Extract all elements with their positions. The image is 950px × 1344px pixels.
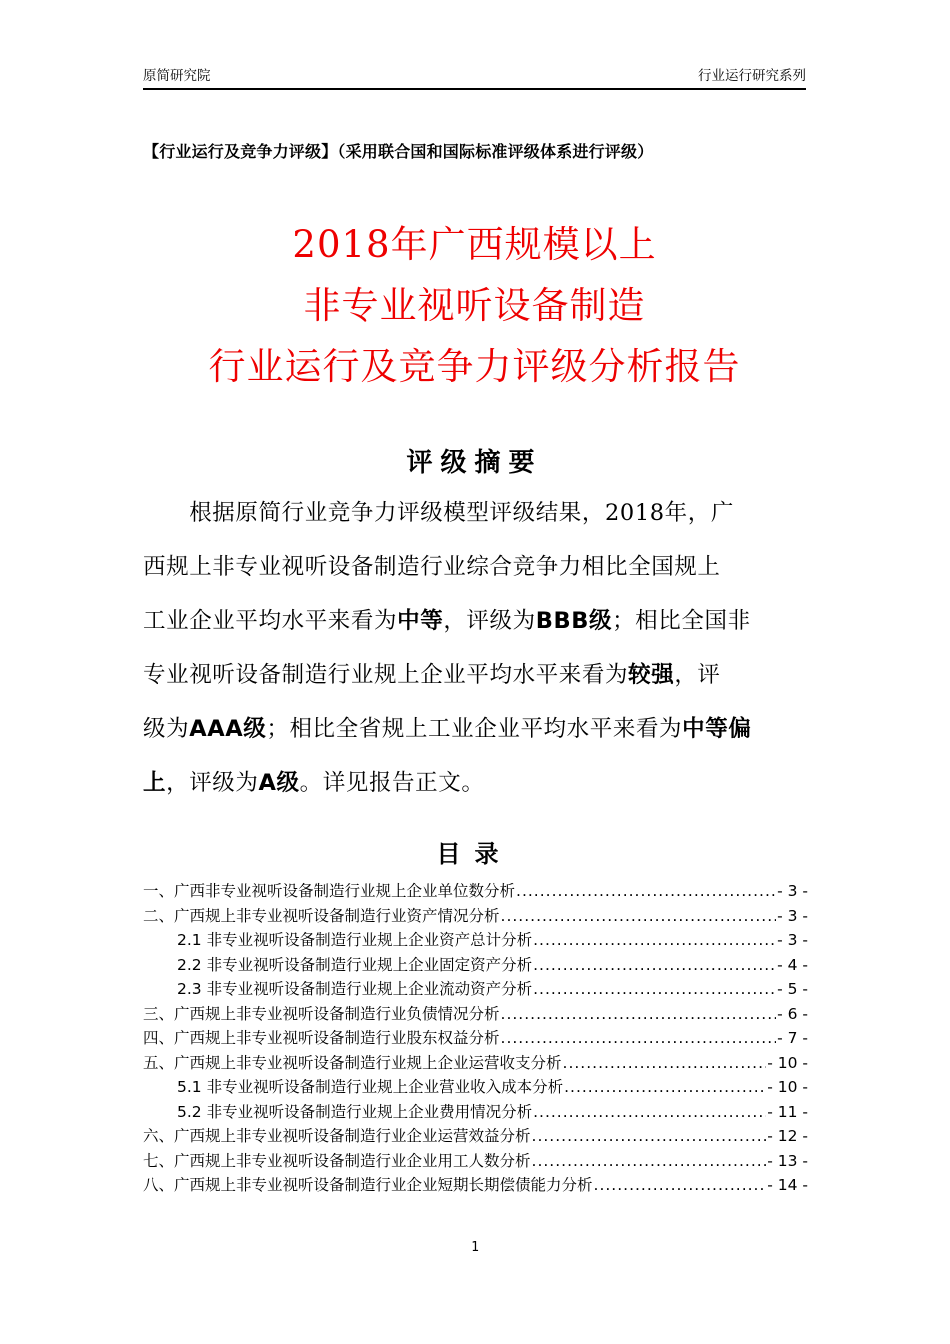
toc-entry-page: - 14 - bbox=[767, 1176, 808, 1194]
toc-entry[interactable] bbox=[143, 1075, 808, 1100]
toc-leader-dots bbox=[564, 1075, 766, 1100]
summary-text: 根据原简行业竞争力评级模型评级结果，2018年，广 bbox=[143, 500, 734, 526]
summary-text: 工业企业平均水平来看为 bbox=[143, 608, 398, 634]
report-title-line-2: 非专业视听设备制造 bbox=[303, 284, 646, 327]
toc-entry-page: - 7 - bbox=[777, 1029, 808, 1047]
toc-entry[interactable] bbox=[143, 953, 808, 978]
header-organization: 原简研究院 bbox=[143, 68, 211, 84]
toc-entry-label: 2.2 非专业视听设备制造行业规上企业固定资产分析 bbox=[177, 955, 533, 974]
summary-line bbox=[143, 540, 806, 594]
rating-tag: 【行业运行及竞争力评级】（采用联合国和国际标准评级体系进行评级） bbox=[143, 142, 654, 161]
toc-leader-dots bbox=[501, 904, 777, 929]
summary-emphasis: 中等偏 bbox=[682, 716, 752, 742]
toc-entry-page: - 3 - bbox=[777, 882, 808, 900]
toc-entry-page: - 3 - bbox=[777, 906, 808, 925]
summary-text: 级为 bbox=[143, 716, 190, 742]
toc-entry-label: 一、广西非专业视听设备制造行业规上企业单位数分析 bbox=[143, 882, 516, 900]
header-series: 行业运行研究系列 bbox=[698, 68, 806, 84]
toc-leader-dots bbox=[501, 1002, 777, 1027]
summary-paragraph bbox=[143, 486, 806, 810]
toc-entry-label: 五、广西规上非专业视听设备制造行业规上企业运营收支分析 bbox=[143, 1053, 562, 1072]
summary-text: 西规上非专业视听设备制造行业综合竞争力相比全国规上 bbox=[143, 554, 721, 580]
toc-entry[interactable] bbox=[143, 904, 808, 929]
toc-entry-page: - 11 - bbox=[767, 1102, 808, 1121]
summary-text: ；相比全省规上工业企业平均水平来看为 bbox=[266, 716, 683, 742]
toc-heading: 目录 bbox=[436, 840, 513, 868]
report-title bbox=[143, 214, 806, 397]
toc-leader-dots bbox=[594, 1173, 767, 1198]
toc-entry-label: 2.3 非专业视听设备制造行业规上企业流动资产分析 bbox=[177, 980, 533, 998]
summary-text: ，评级为 bbox=[166, 770, 259, 796]
table-of-contents bbox=[143, 879, 808, 1198]
toc-entry[interactable] bbox=[143, 928, 808, 953]
toc-leader-dots bbox=[532, 1124, 767, 1149]
report-title-line-1: 2018年广西规模以上 bbox=[292, 223, 657, 266]
toc-entry[interactable] bbox=[143, 1124, 808, 1149]
toc-entry[interactable] bbox=[143, 1026, 808, 1051]
toc-entry[interactable] bbox=[143, 977, 808, 1002]
summary-emphasis: 中等 bbox=[397, 608, 444, 634]
summary-text: ，评 bbox=[674, 662, 721, 688]
summary-line bbox=[143, 648, 806, 702]
toc-entry-label: 八、广西规上非专业视听设备制造行业企业短期长期偿债能力分析 bbox=[143, 1176, 593, 1194]
summary-text: ，评级为 bbox=[443, 608, 536, 634]
toc-leader-dots bbox=[532, 1149, 767, 1174]
toc-entry-label: 七、广西规上非专业视听设备制造行业企业用工人数分析 bbox=[143, 1151, 531, 1170]
toc-entry[interactable] bbox=[143, 1100, 808, 1125]
toc-entry[interactable] bbox=[143, 1002, 808, 1027]
toc-entry-label: 5.2 非专业视听设备制造行业规上企业费用情况分析 bbox=[177, 1102, 533, 1121]
toc-entry[interactable] bbox=[143, 1149, 808, 1174]
summary-emphasis: BBB级 bbox=[535, 608, 613, 634]
toc-entry-page: - 12 - bbox=[767, 1127, 808, 1145]
summary-text: 专业视听设备制造行业规上企业平均水平来看为 bbox=[143, 662, 629, 688]
toc-entry-page: - 3 - bbox=[777, 931, 808, 949]
page-header bbox=[143, 66, 806, 90]
summary-heading: 评级摘要 bbox=[406, 448, 543, 478]
toc-entry-page: - 10 - bbox=[767, 1053, 808, 1072]
summary-emphasis: 较强 bbox=[628, 662, 675, 688]
toc-entry[interactable] bbox=[143, 1173, 808, 1198]
summary-line bbox=[143, 486, 806, 540]
summary-emphasis: AAA级 bbox=[189, 716, 267, 742]
summary-emphasis: A级 bbox=[258, 770, 300, 796]
toc-entry-page: - 6 - bbox=[777, 1004, 808, 1023]
toc-leader-dots bbox=[516, 879, 776, 904]
summary-text: 。详见报告正文。 bbox=[299, 770, 485, 796]
toc-leader-dots bbox=[533, 953, 776, 978]
toc-entry[interactable] bbox=[143, 1051, 808, 1076]
toc-entry-page: - 4 - bbox=[777, 955, 808, 974]
toc-entry-page: - 10 - bbox=[767, 1078, 808, 1096]
toc-entry-label: 5.1 非专业视听设备制造行业规上企业营业收入成本分析 bbox=[177, 1078, 564, 1096]
toc-entry-label: 六、广西规上非专业视听设备制造行业企业运营效益分析 bbox=[143, 1127, 531, 1145]
toc-leader-dots bbox=[563, 1051, 767, 1076]
summary-line bbox=[143, 702, 806, 756]
toc-entry-page: - 5 - bbox=[777, 980, 808, 998]
summary-emphasis: 上 bbox=[143, 770, 167, 796]
toc-entry-label: 2.1 非专业视听设备制造行业规上企业资产总计分析 bbox=[177, 931, 533, 949]
summary-line bbox=[143, 594, 806, 648]
toc-entry[interactable] bbox=[143, 879, 808, 904]
toc-entry-label: 四、广西规上非专业视听设备制造行业股东权益分析 bbox=[143, 1029, 500, 1047]
toc-leader-dots bbox=[533, 977, 776, 1002]
page-number: 1 bbox=[471, 1240, 479, 1255]
report-title-line-3: 行业运行及竞争力评级分析报告 bbox=[208, 345, 741, 388]
toc-entry-page: - 13 - bbox=[767, 1151, 808, 1170]
summary-line bbox=[143, 756, 806, 810]
summary-text: ；相比全国非 bbox=[612, 608, 751, 634]
toc-leader-dots bbox=[533, 1100, 766, 1125]
toc-leader-dots bbox=[533, 928, 776, 953]
toc-entry-label: 三、广西规上非专业视听设备制造行业负债情况分析 bbox=[143, 1004, 500, 1023]
toc-leader-dots bbox=[501, 1026, 777, 1051]
toc-entry-label: 二、广西规上非专业视听设备制造行业资产情况分析 bbox=[143, 906, 500, 925]
